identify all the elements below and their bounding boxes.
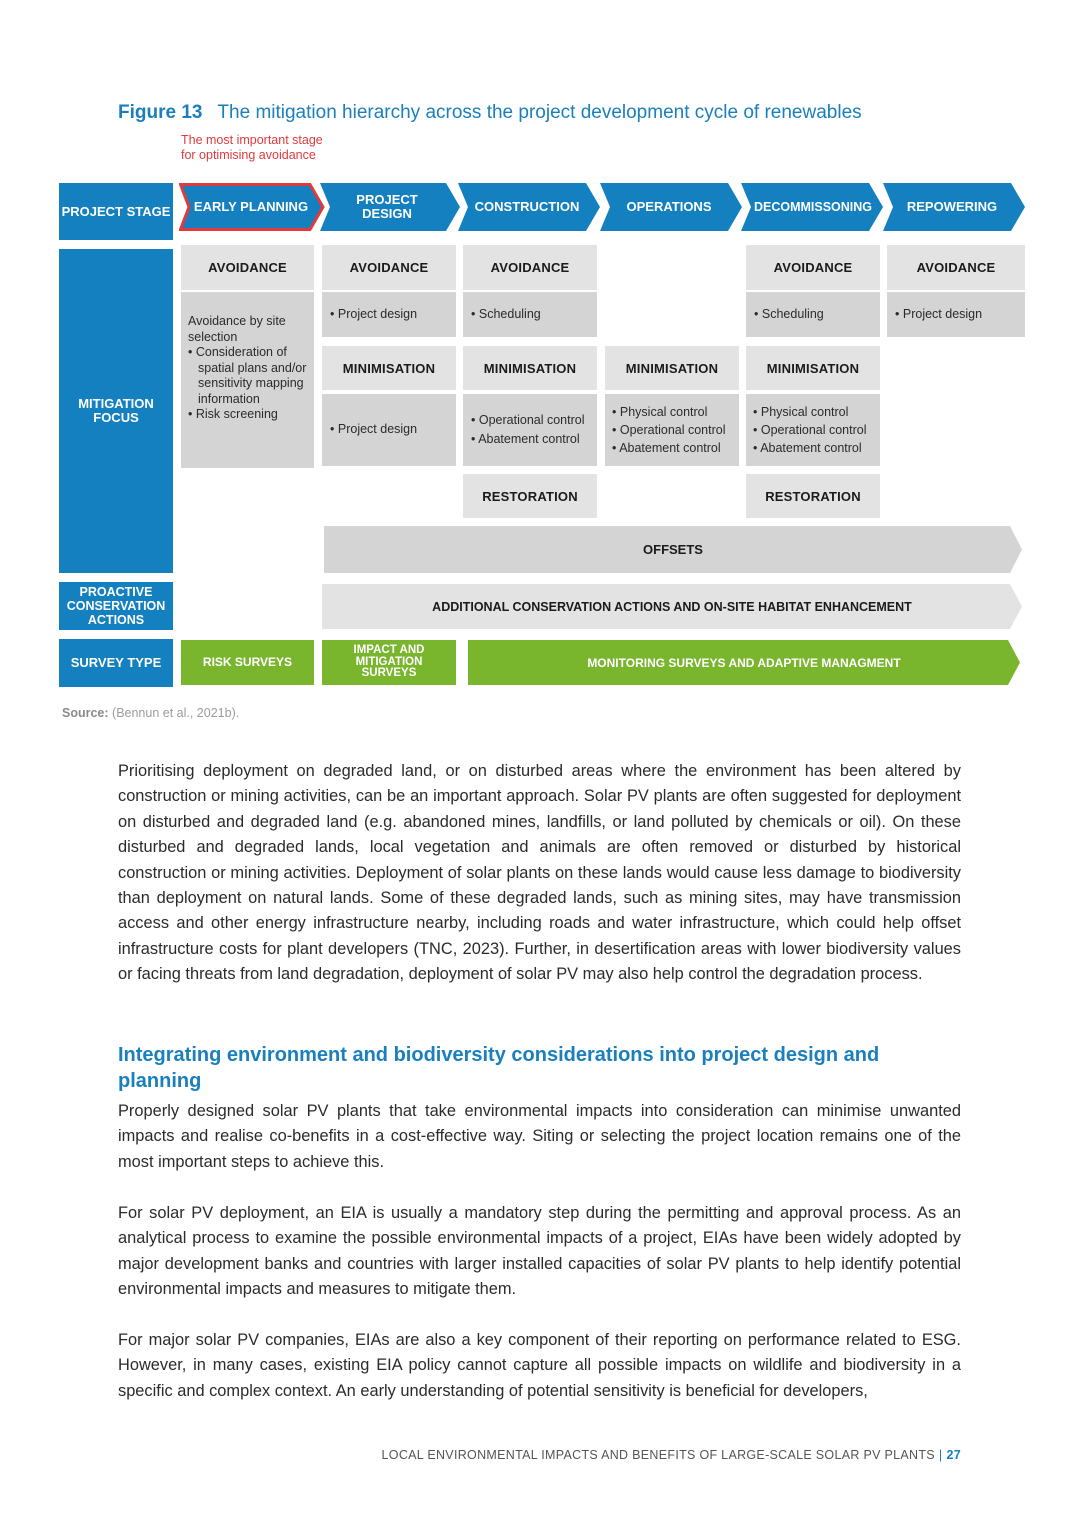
offsets-bar [324, 526, 1022, 573]
stage-early-planning [179, 183, 325, 231]
additional-actions-label: ADDITIONAL CONSERVATION ACTIONS AND ON-SITE HABITAT ENHANCEMENT [432, 599, 912, 614]
stage-label: DECOMMISSONING [753, 200, 873, 214]
additional-actions-bar [322, 584, 1022, 629]
stage-project-design [320, 183, 460, 231]
body-paragraph-2: Properly designed solar PV plants that take environmental impacts into consideration can minimise unwanted impacts and realise co-benefits in a cost-effective way. Siting or selecting the project location remains one of the most important steps to achieve this. [118, 1102, 961, 1171]
source-label: Source: [62, 706, 109, 720]
stage-label: REPOWERING [906, 199, 998, 214]
minimisation-cell-decommissioning [746, 394, 880, 466]
stage-decommissioning [741, 183, 883, 231]
monitoring-surveys-label: MONITORING SURVEYS AND ADAPTIVE MANAGMENT [587, 655, 901, 670]
cell-bullet-item: • Abatement control [471, 431, 580, 446]
minimisation-header-operations: MINIMISATION [605, 346, 739, 390]
cell-bullet-item: • Operational control [612, 423, 726, 437]
row-label-survey-type: SURVEY TYPE [59, 639, 173, 687]
risk-surveys-cell: RISK SURVEYS [181, 640, 314, 685]
minimisation-header-construction: MINIMISATION [463, 346, 597, 390]
cell-bullet-item: • Physical control [612, 405, 708, 419]
avoidance-cell-decommissioning [746, 292, 880, 337]
row-label-proactive: PROACTIVE CONSERVATION ACTIONS [59, 582, 173, 630]
stage-label: CONSTRUCTION [474, 199, 580, 214]
minimisation-header-project-design: MINIMISATION [322, 346, 456, 390]
cell-bullet-item: • Abatement control [753, 441, 862, 455]
early-planning-avoidance-cell [181, 292, 314, 468]
avoidance-header-early-planning: AVOIDANCE [181, 245, 314, 290]
minimisation-cell-project-design [322, 394, 456, 466]
minimisation-header-decommissioning: MINIMISATION [746, 346, 880, 390]
cell-bullet-item: • Scheduling [754, 306, 824, 321]
figure-caption [118, 102, 1018, 124]
avoidance-header-project-design: AVOIDANCE [322, 245, 456, 290]
callout-note: The most important stage for optimising avoidance [181, 133, 323, 162]
cell-bullet-item: • Physical control [753, 405, 849, 419]
restoration-header-construction: RESTORATION [463, 474, 597, 518]
cell-bullet-item: • Operational control [753, 423, 867, 437]
monitoring-surveys-bar [468, 640, 1020, 685]
avoidance-header-repowering: AVOIDANCE [887, 245, 1025, 290]
cell-bullet-item: • Risk screening [188, 407, 278, 421]
minimisation-cell-construction [463, 394, 597, 466]
cell-bullet-item: • Operational control [471, 413, 585, 427]
stage-construction [458, 183, 600, 231]
avoidance-cell-repowering [887, 292, 1025, 337]
stage-operations [600, 183, 742, 231]
source-text: (Bennun et al., 2021b). [112, 706, 240, 720]
cell-bullet-item: • Project design [330, 422, 418, 437]
avoidance-intro: Avoidance by site selection [188, 314, 286, 344]
cell-bullet-item: • Project design [330, 306, 418, 321]
stage-label: EARLY PLANNING [193, 199, 309, 214]
avoidance-header-construction: AVOIDANCE [463, 245, 597, 290]
figure-label: Figure 13 [118, 102, 203, 123]
cell-bullet-item: • Abatement control [612, 441, 721, 455]
impact-mitigation-surveys-cell: IMPACT AND MITIGATION SURVEYS [322, 640, 456, 685]
row-label-mitigation-focus: MITIGATION FOCUS [59, 249, 173, 573]
cell-bullet-item: • Consideration of spatial plans and/or sensitivity mapping information [188, 345, 307, 406]
offsets-label: OFFSETS [643, 541, 703, 557]
stage-repowering [883, 183, 1025, 231]
footer-title: LOCAL ENVIRONMENTAL IMPACTS AND BENEFITS OF LARGE-SCALE SOLAR PV PLANTS [381, 1448, 935, 1462]
avoidance-cell-project-design [322, 292, 456, 337]
page-footer [382, 1448, 961, 1462]
footer-separator: | [938, 1448, 943, 1462]
figure-source [62, 706, 239, 720]
stage-label: OPERATIONS [626, 199, 712, 214]
cell-bullet-item: • Scheduling [471, 306, 541, 321]
section-heading: Integrating environment and biodiversity considerations into project design and planning [118, 1044, 880, 1092]
avoidance-header-decommissioning: AVOIDANCE [746, 245, 880, 290]
figure-title: The mitigation hierarchy across the project development cycle of renewables [217, 102, 862, 123]
cell-bullet-item: • Project design [895, 306, 983, 321]
minimisation-cell-operations [605, 394, 739, 466]
restoration-header-decommissioning: RESTORATION [746, 474, 880, 518]
page-number: 27 [946, 1448, 961, 1462]
body-paragraph-1: Prioritising deployment on degraded land, or on disturbed areas where the environment has been altered by construction or mining activities, can be an important approach. Solar PV plants are often suggested for deployment on disturbed and degraded land (e.g. abandoned mines, landfills, or land polluted by chemicals or oil). On these disturbed and degraded lands, local vegetation and animals are often removed or disturbed by historical construction or mining activities. Deployment of solar plants on these lands would cause less damage to biodiversity than deployment on natural lands. Some of these degraded lands, such as mining sites, may have transmission access and other energy infrastructure nearby, including roads and water infrastructure, which could help offset infrastructure costs for plant developers (TNC, 2023). Further, in desertification areas with lower biodiversity values or facing threats from land degradation, deployment of solar PV may also help control the degradation process. [118, 762, 961, 984]
row-label-project-stage: PROJECT STAGE [59, 183, 173, 240]
stage-label: PROJECT DESIGN [356, 192, 418, 221]
body-paragraph-3: For solar PV deployment, an EIA is usually a mandatory step during the permitting and approval process. As an analytical process to examine the possible environmental impacts of a project, EIAs have been widely adopted by major development banks and countries with larger installed capacities of solar PV plants to help identify potential environmental impacts and measures to mitigate them. [118, 1204, 961, 1299]
body-paragraph-4: For major solar PV companies, EIAs are also a key component of their reporting on performance related to ESG. However, in many cases, existing EIA policy cannot capture all possible impacts on wildlife and biodiversity in a specific and complex context. An early understanding of potential sensitivity is beneficial for developers, [118, 1331, 961, 1400]
avoidance-cell-construction [463, 292, 597, 337]
